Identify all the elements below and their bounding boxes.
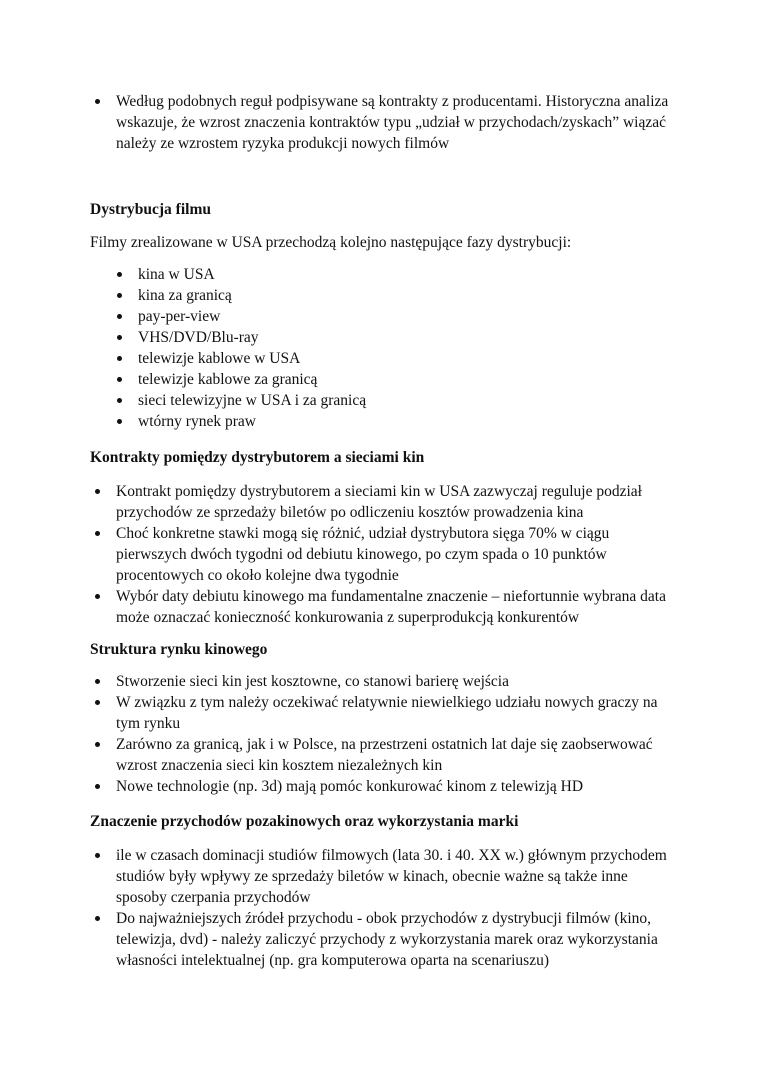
list-item-text: Nowe technologie (np. 3d) mają pomóc konkurować kinom z telewizją HD — [116, 778, 584, 795]
list-item-text: Choć konkretne stawki mogą się różnić, udział dystrybutora sięga 70% w ciągu pierwszych dwóch tygodni od debiutu kinowego, po czym spada o 10 punktów procentowych co około kolejne dwa tygodnie — [116, 525, 610, 584]
bullet-icon — [95, 99, 100, 104]
kontrakty-list — [90, 481, 675, 628]
bullet-icon — [117, 356, 122, 361]
bullet-icon — [117, 272, 122, 277]
bullet-icon — [117, 314, 122, 319]
list-item — [90, 692, 675, 734]
list-item-text: sieci telewizyjne w USA i za granicą — [138, 392, 367, 409]
list-item-text: Kontrakt pomiędzy dystrybutorem a sieciami kin w USA zazwyczaj reguluje podział przychodów ze sprzedaży biletów po odliczeniu kosztów prowadzenia kina — [116, 483, 642, 521]
bullet-icon — [117, 419, 122, 424]
intro-list — [90, 91, 675, 154]
list-item-text: Wybór daty debiutu kinowego ma fundamentalne znaczenie – niefortunnie wybrana data może oznaczać konieczność konkurowania z superprodukcją konkurentów — [116, 588, 666, 626]
list-item-text: telewizje kablowe w USA — [138, 350, 301, 367]
list-item — [112, 306, 512, 327]
bullet-icon — [95, 700, 100, 705]
bullet-icon — [117, 335, 122, 340]
section-heading-znaczenie: Znaczenie przychodów pozakinowych oraz wykorzystania marki — [90, 813, 519, 830]
list-item — [112, 411, 512, 432]
znaczenie-list — [90, 845, 675, 971]
section-heading-kontrakty: Kontrakty pomiędzy dystrybutorem a sieciami kin — [90, 449, 425, 466]
list-item-text: kina za granicą — [138, 287, 232, 304]
list-item-text: W związku z tym należy oczekiwać relatywnie niewielkiego udziału nowych graczy na tym rynku — [116, 694, 658, 732]
bullet-icon — [95, 594, 100, 599]
list-item-text: telewizje kablowe za granicą — [138, 371, 318, 388]
bullet-icon — [95, 916, 100, 921]
struktura-list — [90, 671, 675, 797]
bullet-icon — [95, 742, 100, 747]
list-item — [90, 776, 675, 797]
list-item-text: ile w czasach dominacji studiów filmowych (lata 30. i 40. XX w.) głównym przychodem studiów były wpływy ze sprzedaży biletów w kinach, obecnie ważne są także inne sposoby czerpania przychodów — [116, 847, 667, 906]
list-item-text: VHS/DVD/Blu-ray — [138, 329, 259, 346]
dystrybucja-list — [112, 264, 512, 432]
list-item — [112, 390, 512, 411]
list-item — [90, 523, 675, 586]
bullet-icon — [117, 293, 122, 298]
bullet-icon — [117, 377, 122, 382]
list-item-text: Stworzenie sieci kin jest kosztowne, co stanowi barierę wejścia — [116, 673, 509, 690]
bullet-icon — [95, 531, 100, 536]
list-item — [112, 327, 512, 348]
list-item — [90, 908, 675, 971]
section-heading-struktura: Struktura rynku kinowego — [90, 641, 268, 658]
list-item-text: Zarówno za granicą, jak i w Polsce, na przestrzeni ostatnich lat daje się zaobserwować wzrost znaczenia sieci kin kosztem niezależnych kin — [116, 736, 653, 774]
list-item — [112, 264, 512, 285]
list-item — [90, 91, 675, 154]
list-item-text: kina w USA — [138, 266, 215, 283]
section-heading-dystrybucja: Dystrybucja filmu — [90, 201, 211, 218]
list-item — [90, 481, 675, 523]
dystrybucja-intro: Filmy zrealizowane w USA przechodzą kolejno następujące fazy dystrybucji: — [90, 234, 572, 251]
list-item — [90, 734, 675, 776]
list-item — [90, 845, 675, 908]
list-item — [112, 348, 512, 369]
list-item-text: pay-per-view — [138, 308, 221, 325]
bullet-icon — [95, 679, 100, 684]
bullet-icon — [95, 853, 100, 858]
list-item-text: wtórny rynek praw — [138, 413, 256, 430]
list-item-text: Do najważniejszych źródeł przychodu - obok przychodów z dystrybucji filmów (kino, telewizja, dvd) - należy zaliczyć przychody z wykorzystania marek oraz wykorzystania własności intelektualnej (np. gra komputerowa oparta na scenariuszu) — [116, 910, 658, 969]
list-item — [90, 586, 675, 628]
list-item — [90, 671, 675, 692]
list-item-text: Według podobnych reguł podpisywane są kontrakty z producentami. Historyczna analiza wskazuje, że wzrost znaczenia kontraktów typu „udział w przychodach/zyskach” wiązać należy ze wzrostem ryzyka produkcji nowych filmów — [116, 93, 669, 152]
bullet-icon — [117, 398, 122, 403]
bullet-icon — [95, 489, 100, 494]
bullet-icon — [95, 784, 100, 789]
list-item — [112, 285, 512, 306]
list-item — [112, 369, 512, 390]
